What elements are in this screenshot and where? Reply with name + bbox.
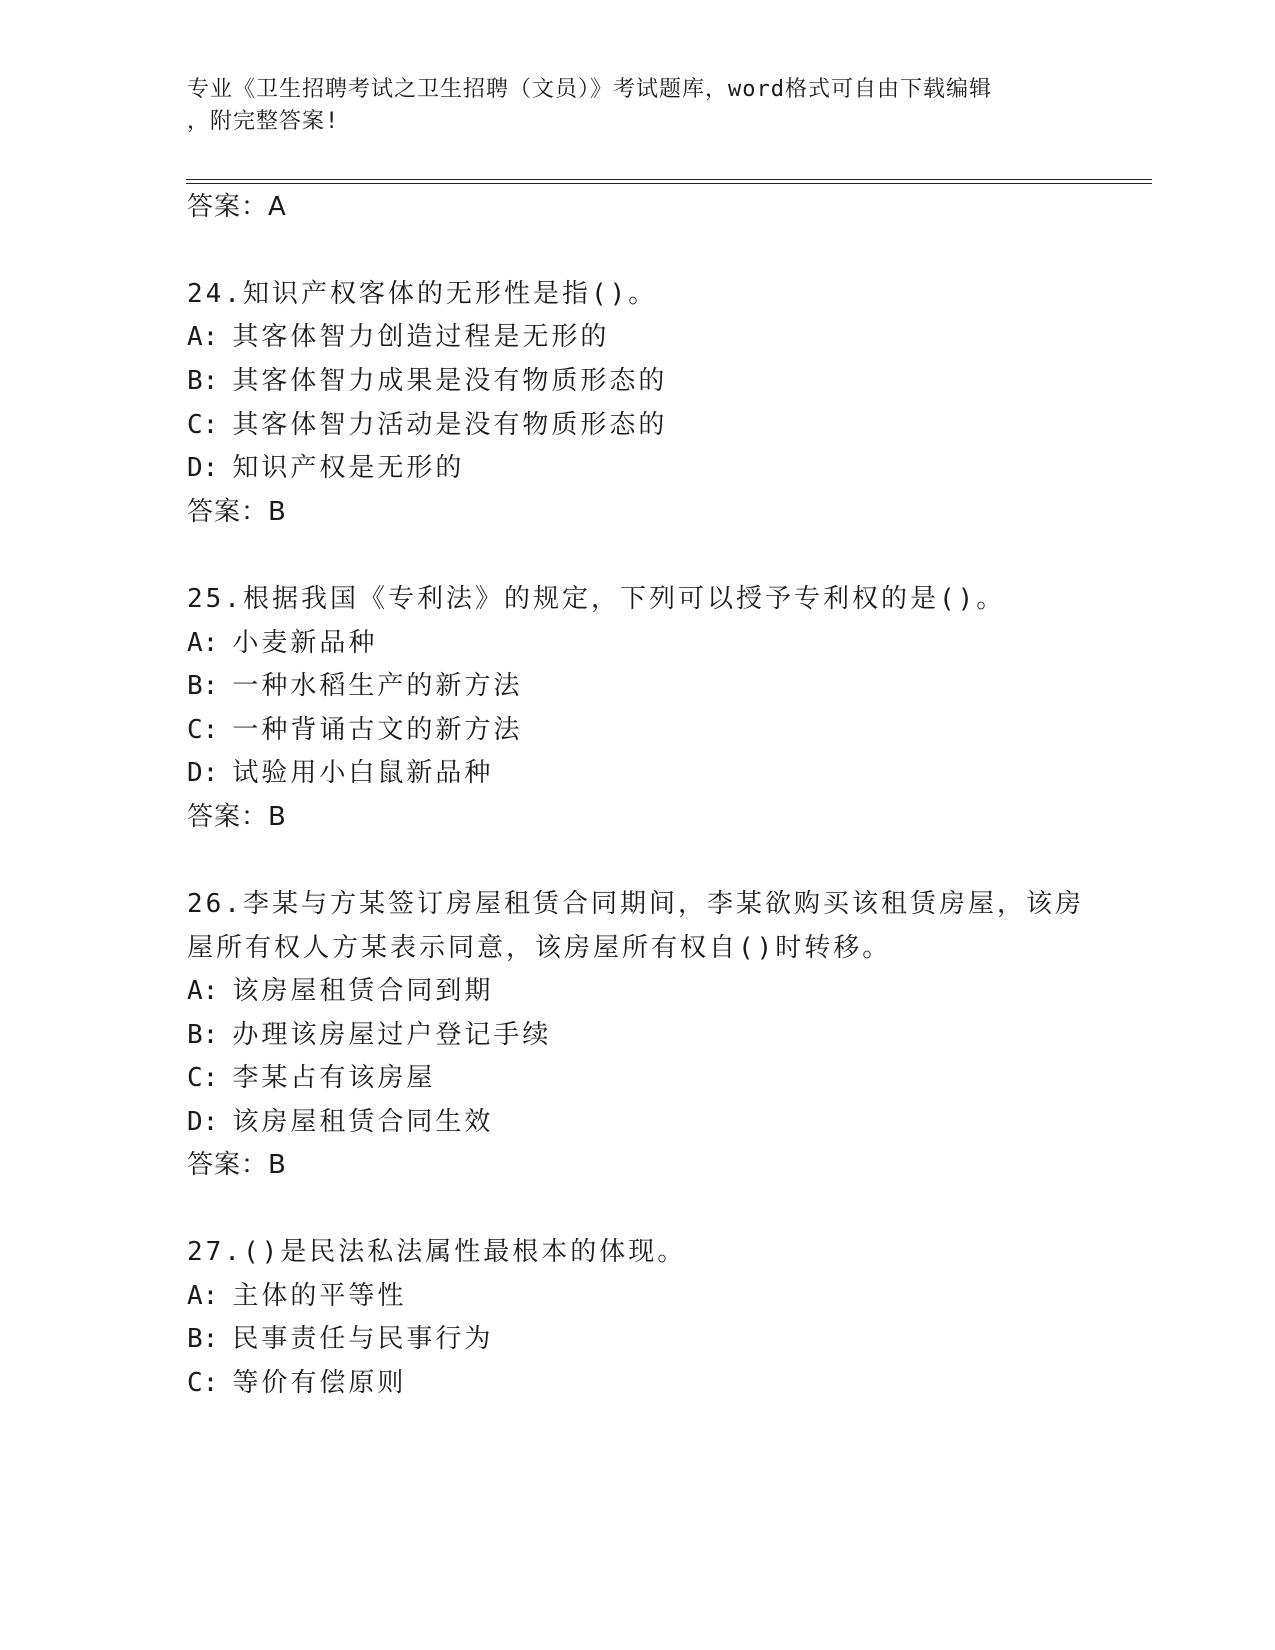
question-25-answer: 答案：B (187, 802, 287, 832)
option-text: 该房屋租赁合同到期 (232, 976, 494, 1006)
option-label: D: (187, 453, 219, 483)
question-26-option-d (187, 1101, 493, 1138)
question-27-option-c (187, 1362, 406, 1399)
question-26-text-line-2: 屋所有权人方某表示同意，该房屋所有权自()时转移。 (187, 933, 892, 963)
option-label: B: (187, 366, 219, 396)
header-line-1: 专业《卫生招聘考试之卫生招聘（文员）》考试题库，word格式可自由下载编辑 (187, 77, 992, 102)
question-26-text-line-1: 26.李某与方某签订房屋租赁合同期间，李某欲购买该租赁房屋，该房 (187, 889, 1084, 919)
question-26-option-c (187, 1057, 435, 1094)
header-line-2: ，附完整答案! (187, 109, 340, 134)
question-27-text: 27.()是民法私法属性最根本的体现。 (187, 1237, 687, 1267)
option-text: 试验用小白鼠新品种 (232, 758, 494, 788)
option-label: A: (187, 628, 219, 658)
question-27-option-a (187, 1275, 406, 1312)
question-24-option-b (187, 360, 667, 397)
option-text: 一种水稻生产的新方法 (232, 671, 523, 701)
option-text: 小麦新品种 (232, 628, 378, 658)
option-text: 一种背诵古文的新方法 (232, 715, 523, 745)
question-26-answer: 答案：B (187, 1150, 287, 1180)
question-24-text: 24.知识产权客体的无形性是指()。 (187, 279, 658, 309)
option-text: 等价有偿原则 (232, 1368, 407, 1398)
option-text: 民事责任与民事行为 (232, 1324, 494, 1354)
option-text: 其客体智力活动是没有物质形态的 (232, 410, 668, 440)
option-label: A: (187, 322, 219, 352)
option-label: C: (187, 1063, 219, 1093)
header-divider-bottom (186, 183, 1152, 184)
option-text: 办理该房屋过户登记手续 (232, 1020, 552, 1050)
question-24-option-c (187, 404, 667, 441)
question-25-option-a (187, 622, 377, 659)
option-label: A: (187, 976, 219, 1006)
question-24-option-a (187, 316, 609, 353)
document-header (187, 74, 1087, 138)
question-25-option-c (187, 709, 522, 746)
option-label: D: (187, 758, 219, 788)
option-label: C: (187, 715, 219, 745)
option-label: A: (187, 1281, 219, 1311)
question-27-option-b (187, 1318, 493, 1355)
option-label: C: (187, 1368, 219, 1398)
option-label: B: (187, 1020, 219, 1050)
option-label: C: (187, 410, 219, 440)
option-text: 该房屋租赁合同生效 (232, 1107, 494, 1137)
option-label: D: (187, 1107, 219, 1137)
question-25-option-b (187, 665, 522, 702)
option-text: 李某占有该房屋 (232, 1063, 436, 1093)
option-text: 其客体智力创造过程是无形的 (232, 322, 610, 352)
question-25-option-d (187, 752, 493, 789)
question-26-option-b (187, 1014, 551, 1051)
option-label: B: (187, 671, 219, 701)
question-25-text: 25.根据我国《专利法》的规定，下列可以授予专利权的是()。 (187, 584, 1006, 614)
answer-line: 答案：A (187, 192, 287, 222)
question-26-option-a (187, 970, 493, 1007)
option-text: 主体的平等性 (232, 1281, 407, 1311)
option-text: 其客体智力成果是没有物质形态的 (232, 366, 668, 396)
option-text: 知识产权是无形的 (232, 453, 465, 483)
option-label: B: (187, 1324, 219, 1354)
question-24-answer: 答案：B (187, 497, 287, 527)
header-divider-top (186, 179, 1152, 180)
question-24-option-d (187, 447, 464, 484)
